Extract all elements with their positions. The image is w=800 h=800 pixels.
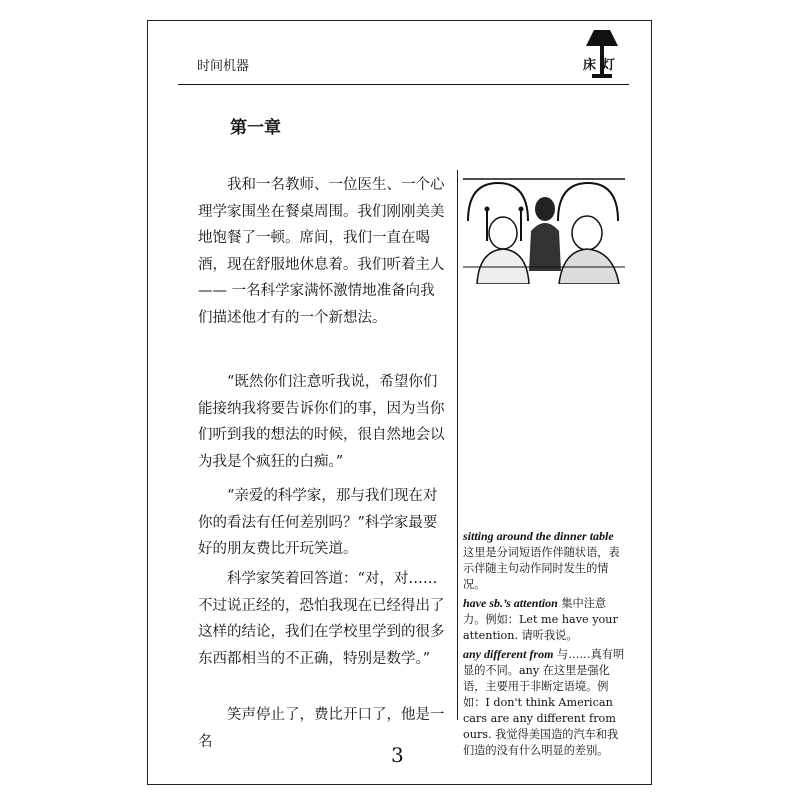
dinner-table-illustration <box>463 171 625 284</box>
note-item <box>463 528 627 593</box>
note-text: 与……真有明显的不同。any 在这里是强化语，主要用于非断定语境。例如：I don't think American cars are any different from ours. 我觉得美国造的汽车和我们造的没有什么明显的差别。 <box>463 648 625 757</box>
chapter-title: 第一章 <box>230 118 281 138</box>
body-paragraph: 笑声停止了，费比开口了，他是一名 <box>198 707 445 750</box>
vocabulary-notes <box>463 528 627 761</box>
note-term: sitting around the dinner table <box>463 529 614 543</box>
lamp-logo-text: 床灯 <box>583 58 622 73</box>
running-title: 时间机器 <box>197 59 250 74</box>
body-paragraph: “亲爱的科学家，那与我们现在对你的看法有任何差别吗？”科学家最要好的朋友费比开玩笑道。 <box>198 488 438 557</box>
note-term: any different from <box>463 647 554 661</box>
body-paragraph: “既然你们注意听我说，希望你们能接纳我将要告诉你们的事，因为当你们听到我的想法的时候，很自然地会以为我是个疯狂的白痴。” <box>198 374 445 470</box>
page-number: 3 <box>391 743 404 767</box>
header-rule <box>178 84 629 85</box>
note-item <box>463 646 627 759</box>
body-paragraph: 我和一名教师、一位医生、一个心理学家围坐在餐桌周围。我们刚刚美美地饱餐了一顿。席间，我们一直在喝酒，现在舒服地休息着。我们听着主人—— 一名科学家满怀激情地准备向我们描述他才有的一个新想法。 <box>198 177 445 326</box>
note-term: have sb.’s attention <box>463 596 558 610</box>
note-text: 集中注意力。例如：Let me have your attention. 请听我说。 <box>463 597 618 642</box>
note-item <box>463 595 627 644</box>
body-paragraph: 科学家笑着回答道：“对，对……不过说正经的，恐怕我现在已经得出了这样的结论，我们在学校里学到的很多东西都相当的不正确，特别是数学。” <box>198 571 445 667</box>
note-text: 这里是分词短语作伴随状语，表示伴随主句动作同时发生的情况。 <box>463 546 620 591</box>
margin-column-rule <box>457 170 458 720</box>
